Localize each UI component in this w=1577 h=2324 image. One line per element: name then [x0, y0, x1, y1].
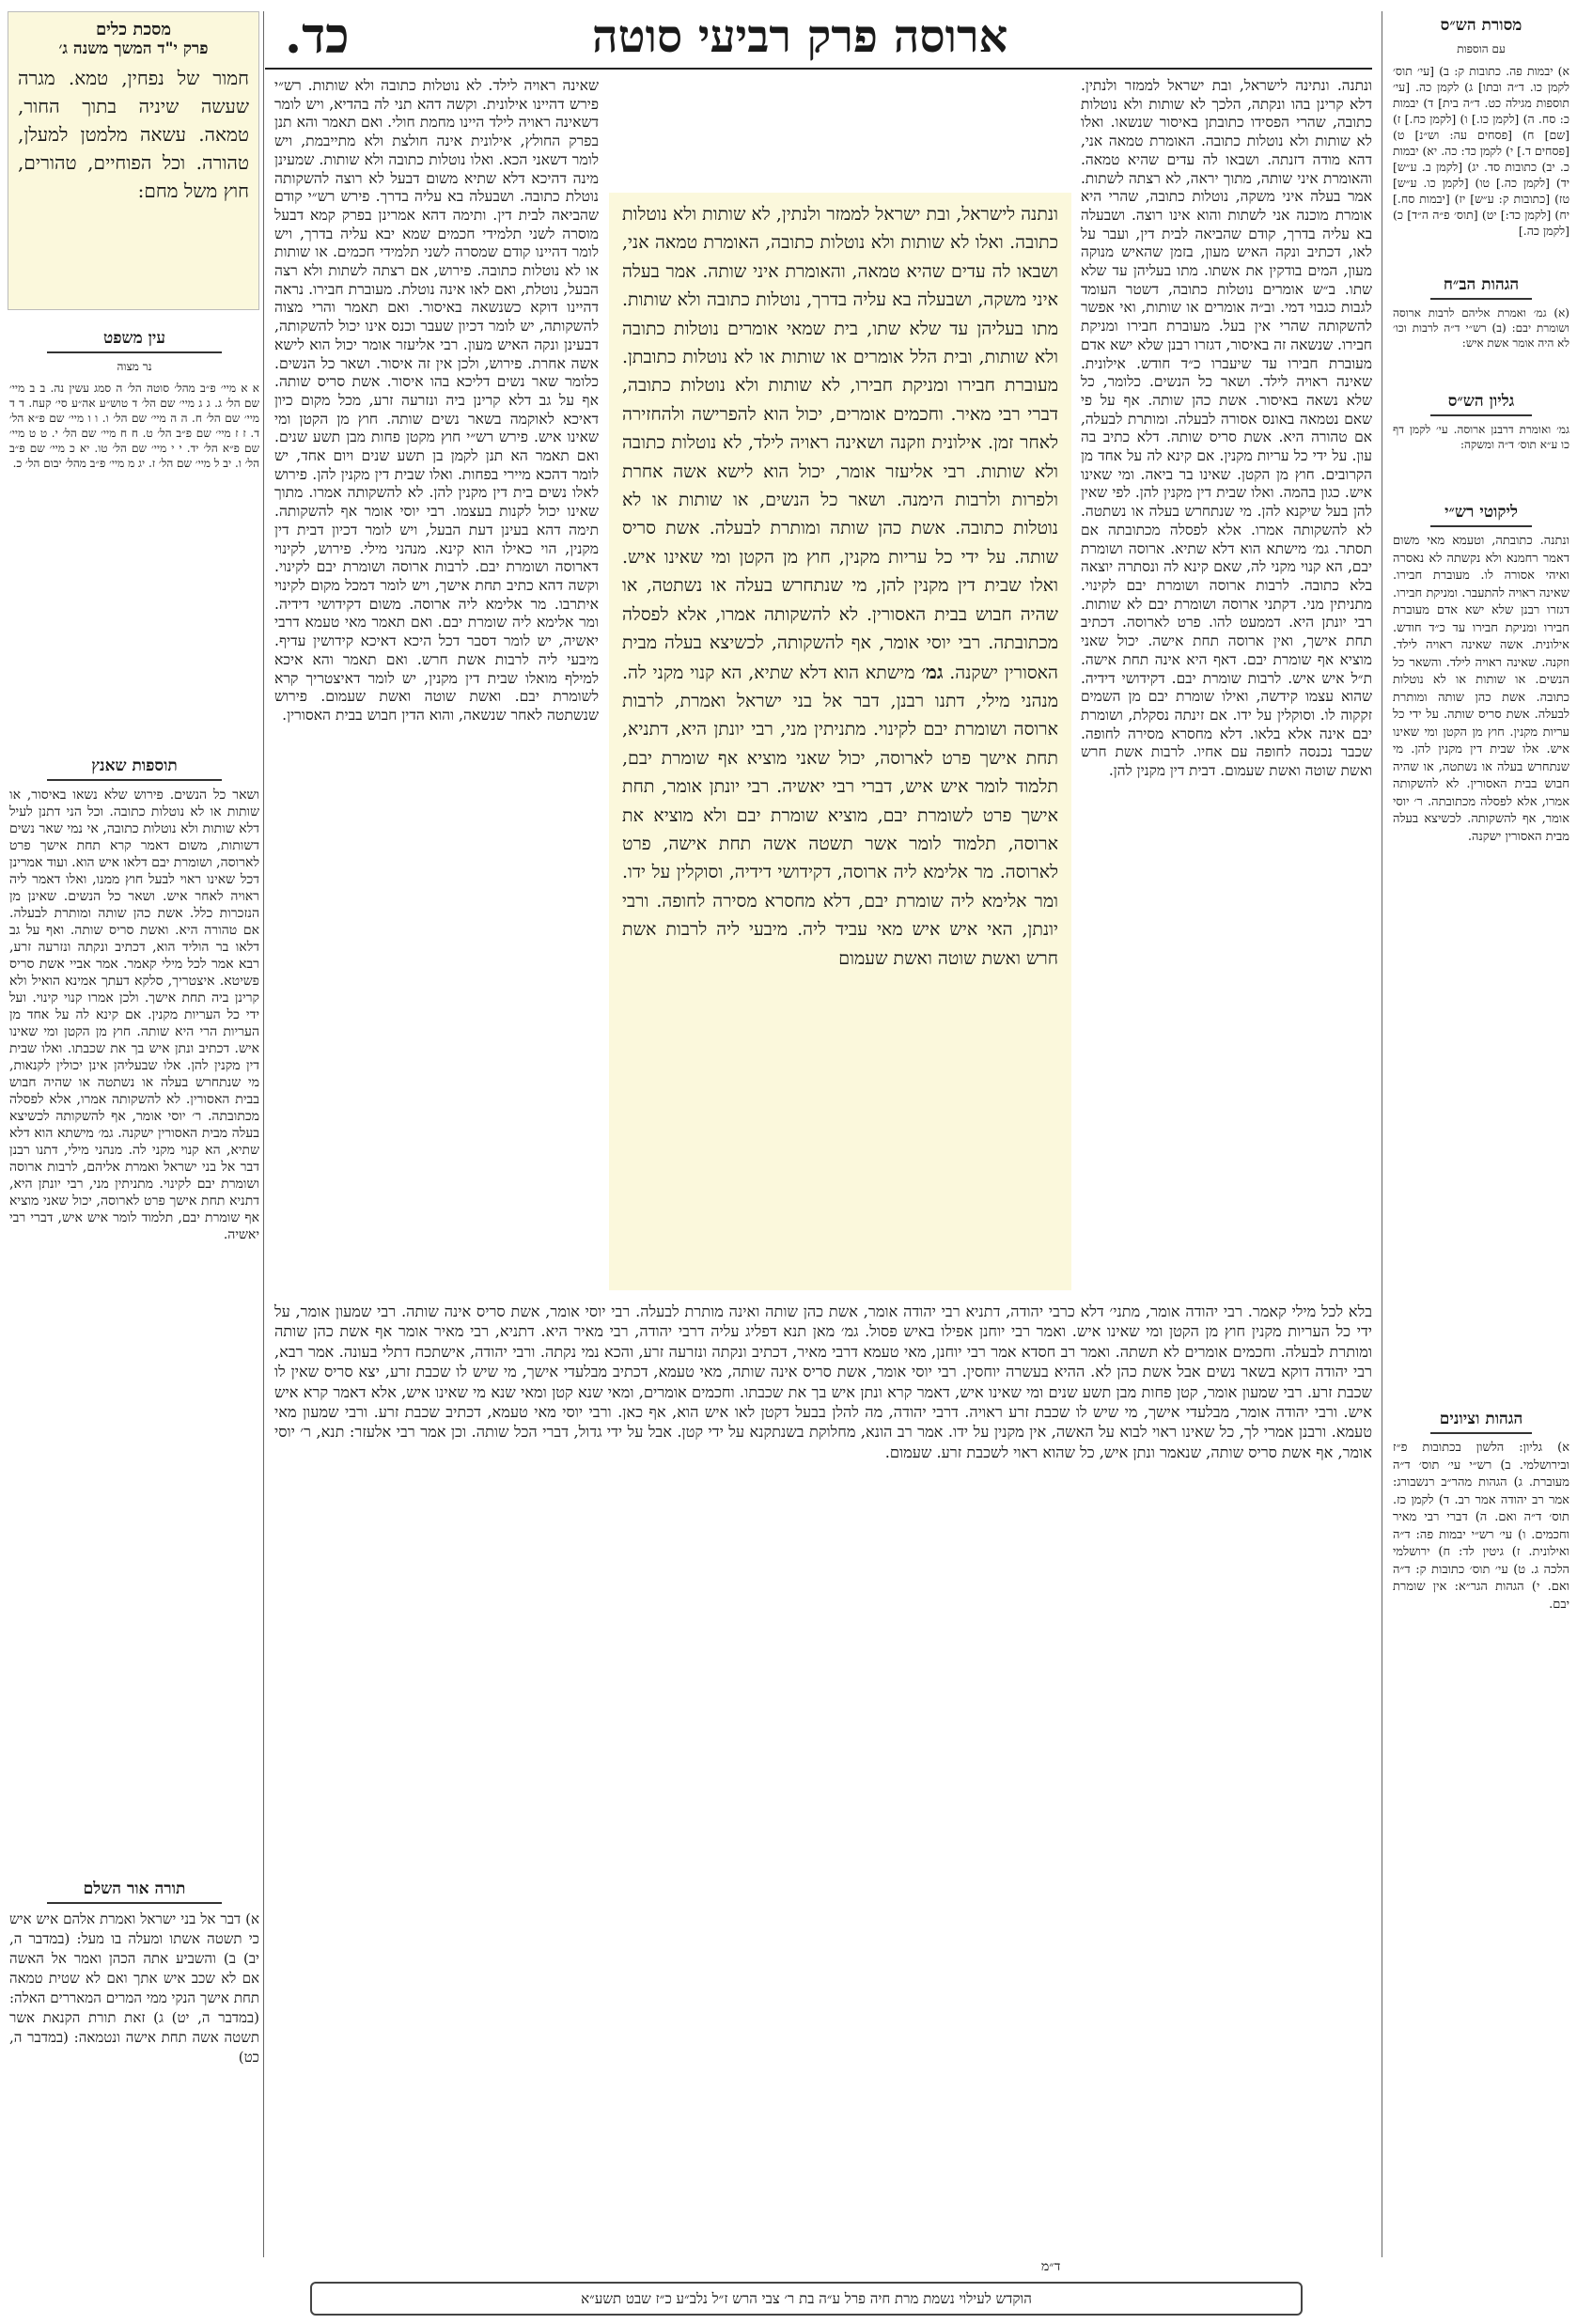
hagahot-bach-body: (א) גמ׳ ואמרת אליהם לרבות ארוסה ושומרת יבם: (ב) רש״י ד״ה לרבות וכו׳ לא היה אומר אשת איש: [1389, 306, 1569, 350]
ein-mishpat-title: עין משפט [9, 328, 259, 353]
hagahot-tziunim-title: הגהות וציונים [1393, 1409, 1569, 1434]
hagahot-bach-section [1389, 271, 1569, 383]
rashi-column: ונתנה. ונתינה לישראל, ובת ישראל לממזר ולנתין. דלא קרינן בהו ונקתה, הלכך לא שותות ולא נוטלות כתובה, שהרי הפסידו כתובתן באיסור שנשאו. ואלו לא שותות ולא נוטלות כתובה. האומרת טמאה אני, דהא מודה דזנתה. ושבאו לה עדים שהיא טמאה. והאומרת איני שותה, מתוך יראה, לא רצתה לשתות. אמר בעלה איני משקה, נוטלות כתובה, שהרי היא אומרת מוכנה אני לשתות והוא אינו רוצה. ושבעלה בא עליה בדרך, קודם שהביאה לבית דין, ועבר על לאו, דכתיב ונקה האיש מעון, בזמן שהאיש מנוקה מעון, המים בודקין את אשתו. מתו בעליהן עד שלא שתו. ב״ש אומרים נוטלות כתובה, דשטר העומד לגבות כגבוי דמי. וב״ה אומרים או שותות, ואי אפשר להשקותה שהרי אין בעל. מעוברת חבירו ומניקת חבירו. שנשאה זה באיסור, דגזרו רבנן שלא ישא אדם מעוברת חבירו עד שיעברו כ״ד חודש. אילונית. שאינה ראויה לילד. ושאר כל הנשים. כלומר, כל שלא נשאה באיסור. אשת כהן שותה. אף על פי שאם נטמאה באונס אסורה לבעלה. ומותרת לבעלה, אם טהורה היא. אשת סריס שותה. דלא כתיב בה עון. על ידי כל עריות מקנין. אם קינא לה על אחד מן הקרובים. חוץ מן הקטן. שאינו בר ביאה. ומי שאינו איש. כגון בהמה. ואלו שבית דין מקנין להן. לפי שאין להן בעל שיקנא להן. מי שנתחרש בעלה או נשתטה. לא להשקותה אמרו. אלא לפסלה מכתובתה אם תסתר. גמ׳ מישתא הוא דלא שתיא. ארוסה ושומרת יבם, הא קנוי מקני לה, שאם קינא לה ונסתרה יוצאה בלא כתובה. לרבות ארוסה ושומרת יבם לקינוי. מתניתין מני. דקתני ארוסה ושומרת יבם לא שותות. רבי יונתן היא. דממעט להו. פרט לארוסה. דכתיב תחת אישך, ואין ארוסה תחת אישה. יכול שאני מוציא אף שומרת יבם. דאף היא אינה תחת אישה. ת״ל איש איש. לרבות שומרת יבם. דקידושי דידיה. שהוא עצמו קידשה, ואילו שומרת יבם מן השמים זקקוה לו. וסוקלין על ידו. אם זינתה נסקלת, ושומרת יבם אינה אלא בלאו. דלא מחסרא מסירה לחופה. שכבר נכנסה לחופה עם אחיו. לרבות אשת חרש ואשת שוטה ואשת שעמום. דבית דין מקנין להן. [1081, 77, 1372, 780]
mishnah-text: חמור של נפחין, טמא. מגרה שעשה שיניה בתוך החור, טמאה. עשאה מלמטן למעלן, טהורה. וכל הפוחיים, טהורים, חוץ משל מחם: [18, 67, 249, 202]
ein-mishpat-body: א א מיי׳ פ״ב מהל׳ סוטה הל׳ ה סמג עשין נה. ב ב מיי׳ שם הל׳ ג. ג ג מיי׳ שם הל׳ ד טוש״ע אה״ע סי׳ קעח. ד ד מיי׳ שם הל׳ ח. ה ה מיי׳ שם הל׳ ו. ו ו מיי׳ שם פ״א הל׳ ד. ז ז מיי׳ שם פ״ב הל׳ ט. ח ח מיי׳ שם הל׳ י. ט ט מיי׳ שם פ״א הל׳ יד. י י מיי׳ שם הל׳ טו. יא כ מיי׳ שם פ״ב הל׳ ו. יב ל מיי׳ שם הל׳ ז. יג מ מיי׳ פ״ב מהל׳ יבום הל׳ כ. [6, 382, 259, 470]
likutei-rashi-body: ונתנה. כתובתה, וטעמא מאי משום דאמר רחמנא ולא נקשתה לא נאסרה ואיהי אסורה לו. מעוברת חבירו. שאינה ראויה להתעבר. ומניקת חבירו. דגזרו רבנן שלא ישא אדם מעוברת חבירו ומניקת חבירו עד כ״ד חודש. אילונית. אשה שאינה ראויה לילד. וזקנה. שאינה ראויה לילד. והשאר כל הנשים. או שותות או לא נוטלות כתובה. אשת כהן שותה ומותרת לבעלה. אשת סריס שותה. על ידי כל עריות מקנין. חוץ מן הקטן ומי שאינו איש. אלו שבית דין מקנין להן. מי שנתחרש בעלה או נשתטה, או שהיה חבוש בבית האסורין. לא להשקותה אמרו, אלא לפסלה מכתובתה. ר׳ יוסי אומר, אף להשקותה. לכשיצא בעלה מבית האסורין ישקנה. [1388, 534, 1569, 844]
torah-or-body: א) דבר אל בני ישראל ואמרת אלהם איש איש כי תשטה אשתו ומעלה בו מעל: (במדבר ה, יב) ב) והשביע אתה הכהן ואמר אל האשה אם לא שכב איש אתך ואם לא שטית טמאה תחת אישך הנקי ממי המרים המאררים האלה: (במדבר ה, יט) ג) זאת תורת הקנאת אשר תשטה אשה תחת אישה ונטמאה: (במדבר ה, כט) [5, 1911, 259, 2066]
masoret-subtitle: עם הוספות [1457, 42, 1506, 55]
likutei-rashi-title: ליקוטי רש״י [1393, 502, 1569, 527]
page-number: כד. [285, 8, 350, 65]
tosafot-shantz-title: תוספות שאנץ [9, 756, 259, 781]
torah-or-title: תורה אור השלם [9, 1879, 259, 1904]
ein-mishpat-subtitle: נר מצוה [117, 360, 152, 373]
left-column-rule [263, 11, 264, 2257]
gilyon-body: גמ׳ ואומרת דרבנן ארוסה. עי׳ לקמן דף כו ע״א תוס׳ ד״ה ומשקה: [1389, 423, 1569, 451]
gilyon-title: גליון הש״ס [1393, 391, 1569, 416]
page-marker: ד״מ [1041, 2259, 1061, 2274]
header-rule [265, 68, 1372, 70]
mishnah-chapter: פרק י"ד המשך משנה ג׳ [58, 39, 209, 58]
ein-mishpat-section [6, 324, 259, 742]
likutei-rashi-section [1388, 498, 1569, 1396]
gilyon-section [1389, 387, 1569, 486]
mishnah-box [8, 11, 259, 310]
main-text-box [609, 193, 1071, 1290]
gemara-marker: גמ׳ [921, 660, 944, 683]
mishnah-text-main: ונתנה לישראל, ובת ישראל לממזר ולנתין, לא שותות ולא נוטלות כתובה. ואלו לא שותות ולא נוטלות כתובה, האומרת טמאה אני, ושבאו לה עדים שהיא טמאה, והאומרת איני שותה. אמר בעלה איני משקה, ושבעלה בא עליה בדרך, נוטלות כתובה ולא שותות. מתו בעליהן עד שלא שתו, בית שמאי אומרים נוטלות כתובה ולא שותות, ובית הלל אומרים או שותות או לא נוטלות כתובתן. מעוברת חבירו ומניקת חבירו, לא שותות ולא נוטלות כתובה, דברי רבי מאיר. וחכמים אומרים, יכול הוא להפרישה ולהחזירה לאחר זמן. אילונית וזקנה ושאינה ראויה לילד, לא נוטלות כתובה ולא שותות. רבי אליעזר אומר, יכול הוא לישא אשה אחרת ולפרות ולרבות הימנה. ושאר כל הנשים, או שותות או לא נוטלות כתובה. אשת כהן שותה ומותרת לבעלה. אשת סריס שותה. על ידי כל עריות מקנין, חוץ מן הקטן ומי שאינו איש. ואלו שבית דין מקנין להן, מי שנתחרש בעלה או נשתטה, או שהיה חבוש בבית האסורין. לא להשקותה אמרו, אלא לפסלה מכתובתה. רבי יוסי אומר, אף להשקותה, לכשיצא בעלה מבית האסורין ישקנה. [622, 204, 1058, 683]
mishnah-tractate: מסכת כלים [95, 20, 172, 39]
torah-or-section [5, 1875, 259, 2251]
bottom-commentary: בלא לכל מילי קאמר. רבי יהודה אומר, מתני׳ דלא כרבי יהודה, דתניא רבי יהודה אומר, אשת כהן שותה ואינה מותרת לבעלה. רבי יוסי אומר, אשת סריס אינה שותה. רבי שמעון אומר, על ידי כל העריות מקנין חוץ מן הקטן ומי שאינו איש. ואמר רבי יוחנן אפילו באיש פסול. גמ׳ מאן תנא דפליג עליה דרבי יהודה, רבי מאיר היא. דתניא, רבי מאיר אומר אף אשת כהן שותה ומותרת לבעלה. וחכמים אומרים לא תשתה. ואמר רב חסדא אמר רבי יוחנן, מאי טעמא דרבי מאיר, דכתיב ונקתה ונזרעה זרע, והכא נמי נקתה. ורבי יהודה, אישתכח דתלי בעונה. אמר רבא, רבי יהודה דוקא בשאר נשים אבל אשת כהן לא. ההיא בעשרה יוחסין. רבי יוסי אומר, אשת סריס אינה שותה, מאי טעמא, דכתיב מבלעדי אישך, מי שיש לו שכבת זרע, יצא סריס שאין לו שכבת זרע. רבי שמעון אומר, קטן פחות מבן תשע שנים ומי שאינו איש, דאמר קרא ונתן איש בך את שכבתו. וחכמים אומרים, ומאי שנא קטן ומאי שנא מי שאינו איש, אלא דאמר קרא איש איש. ורבי יהודה אומר, מבלעדי אישך, מי שיש לו שכבת זרע ראויה. דרבי יהודה, מה להלן בבעל דקטן לאו איש הוא, אף כאן. ורבי יוסי מאי טעמא, דכתיב שכבת זרע. ורבי שמעון מאי טעמא. ורבנן אמרי לך, כל שאינו ראוי לבוא על האשה, אין מקנין על ידו. אמר רב הונא, מחלוקת בשנתקנא על ידי קטן. אבל על ידי גדול, דברי הכל שותה. וכן אמר רבי אלעזר: תנא, ר׳ יוסי אומר, אף אשת סריס שותה, שנאמר ונתן איש, כל שהוא ראוי לשכבת זרע. שעמום. [274, 1302, 1372, 1461]
dedication-box: הוקדש לעילוי נשמת מרת חיה פרל ע״ה בת ר׳ צבי הרש ז״ל נלב״ע כ״ז שבט תשע״א [310, 2282, 1303, 2316]
masoret-section [1389, 11, 1569, 265]
main-text [622, 200, 1058, 973]
hagahot-tziunim-section [1388, 1405, 1569, 2251]
tosafot-shantz-body: ושאר כל הנשים. פירוש שלא נשאו באיסור, או שותות או לא נוטלות כתובה. וכל הני דתנן לעיל דלא שותות ולא נוטלות כתובה, אי נמי שאר נשים דשותות, משום דאמר קרא תחת אישך פרט לארוסה, ושומרת יבם דלאו איש הוא. ועוד אמרינן דכל שאינו ראוי לבעל חוץ ממנו, ואלו דאמר ליה ראויה לאחר איש. ושאר כל הנשים. שאינן מן הנזכרות כלל. אשת כהן שותה ומותרת לבעלה. אם טהורה היא. ואשת סריס שותה. ואף על גב דלאו בר הוליד הוא, דכתיב ונקתה ונזרעה זרע, רבא אמר לכל מילי קאמר. אמר אביי אשת סריס פשיטא. איצטריך, סלקא דעתך אמינא הואיל ולא קרינן ביה תחת אישך. ולכן אמרו קנוי קינוי. ועל ידי כל העריות מקנין. אם קינא לה על אחד מן העריות הרי היא שותה. חוץ מן הקטן ומי שאינו איש. דכתיב ונתן איש בך את שכבתו. ואלו שבית דין מקנין להן. אלו שבעליהן אינן יכולין לקנאות, מי שנתחרש בעלה או נשתטה או שהיה חבוש בבית האסורין. לא להשקותה אמרו, אלא לפסלה מכתובתה. ר׳ יוסי אומר, אף להשקותה לכשיצא בעלה מבית האסורין ישקנה. גמ׳ מישתא הוא דלא שתיא, הא קנוי מקני לה. מנהני מילי, דתנו רבנן דבר אל בני ישראל ואמרת אליהם, לרבות ארוסה ושומרת יבם לקינוי. מתניתין מני, רבי יונתן היא, דתניא תחת אישך פרט לארוסה, יכול שאני מוציא אף שומרת יבם, תלמוד לומר איש איש, דברי רבי יאשיה. [5, 788, 259, 1242]
masoret-title: מסורת הש״ס [1440, 16, 1522, 35]
tosafot-shantz-section [5, 752, 259, 1861]
hagahot-bach-title: הגהות הב״ח [1393, 274, 1569, 300]
page-title: ארוסה פרק רביעי סוטה [592, 10, 1008, 63]
masoret-body: א) יבמות פה. כתובות ק: ב) [עי׳ תוס׳ לקמן כו. ד״ה ובתו] ג) לקמן כה. [עי׳ תוספות מגילה כט. ד״ה בית] ד) יבמות כ: סח. ה) [לקמן כו.] ו) [לקמן כח.] ז) [שם] ח) [פסחים עה: וש״נ] ט) [פסחים ד.] י) לקמן כד: כה. יא) יבמות כ. יב) כתובות סד. יג) [לקמן ב. ע״ש] יד) [לקמן כה.] טו) [לקמן כו. ע״ש] טז) [כתובות ק: ע״ש] יז) [יבמות סח.] יח) [לקמן כד:] יט) [תוס׳ פ״ה ה״ד] כ) [לקמן כה.] [1389, 64, 1569, 238]
gemara-text-main: מישתא הוא דלא שתיא, הא קנוי מקני לה. מנהני מילי, דתנו רבנן, דבר אל בני ישראל ואמרת, לרבות ארוסה ושומרת יבם לקינוי. מתניתין מני, רבי יונתן היא, דתניא, תחת אישך פרט לארוסה, יכול שאני מוציא אף שומרת יבם, תלמוד לומר איש איש, דברי רבי יאשיה. רבי יונתן אומר, תחת אישך פרט לשומרת יבם, מוציא שומרת יבם ולא מוציא את ארוסה, תלמוד לומר אשר תשטה אשה תחת אישה, פרט לארוסה. מר אלימא ליה ארוסה, דקידושי דידיה, וסוקלין על ידו. ומר אלימא ליה שומרת יבם, דלא מחסרא מסירה לחופה. ורבי יונתן, האי איש איש מאי עביד ליה. מיבעי ליה לרבות אשת חרש ואשת שוטה ואשת שעמום [622, 662, 1058, 969]
tosafot-column: שאינה ראויה לילד. לא נוטלות כתובה ולא שותות. רש״י פירש דהיינו אילונית. וקשה דהא תני לה בהדיא, ויש לומר דשאינה ראויה לילד היינו מחמת חולי. ואם תאמר והא תנן בפרק החולץ, אילונית אינה חולצת ולא מתייבמת, ויש לומר דשאני הכא. ואלו נוטלות כתובה ולא שותות. שמעינן מינה דהיכא דלא שתיא משום דבעל לא רוצה להשקותה נוטלת כתובה. ושבעלה בא עליה בדרך. פירש רש״י קודם שהביאה לבית דין. ותימה דהא אמרינן בפרק קמא דבעל מוסרה לשני תלמידי חכמים שמא יבא עליה בדרך, ויש לומר דהיינו קודם שמסרה לשני תלמידי חכמים. או שותות או לא נוטלות כתובה. פירוש, אם רצתה לשתות ולא רצה הבעל, נוטלת, ואם לאו אינה נוטלת. מעוברת חבירו. נראה דהיינו דוקא כשנשאה באיסור. ואם תאמר והרי מצוה להשקותה, יש לומר דכיון שעבר וכנס אינו יכול להשקותה, דבעינן ונקה האיש מעון. רבי אליעזר אומר יכול הוא לישא אשה אחרת. פירוש, ולכן אין זה איסור. ושאר כל הנשים. כלומר שאר נשים דליכא בהו איסור. אשת סריס שותה. אף על גב דלא קרינן ביה ונזרעה זרע, מכל מקום כיון דאיכא לאוקמה בשאר נשים שותה. חוץ מן הקטן ומי שאינו איש. פירש רש״י חוץ מקטן פחות מבן תשע שנים. ואם תאמר הא תנן לקמן בן תשע שנים ויום אחד, יש לומר דהכא מיירי בפחות. ואלו שבית דין מקנין להן. פירוש לאלו נשים בית דין מקנין להן. לא להשקותה אמרו. מתוך שאינו יכול לקנות בעצמו. רבי יוסי אומר אף להשקותה. תימה דהא בעינן דעת הבעל, ויש לומר דכיון דבית דין מקנין, הוי כאילו הוא קינא. מנהני מילי. פירוש, לקינוי דארוסה ושומרת יבם. לרבות ארוסה ושומרת יבם לקינוי. וקשה דהא כתיב תחת אישך, ויש לומר דמכל מקום לקינוי איתרבו. מר אלימא ליה ארוסה. משום דקידושי דידיה. ומר אלימא ליה שומרת יבם. ואם תאמר מאי טעמא דרבי יאשיה, יש לומר דסבר דכל היכא דאיכא קידושין עדיף. מיבעי ליה לרבות אשת חרש. ואם תאמר והא איכא למילף מואלו שבית דין מקנין, יש לומר דאיצטריך קרא לשומרת יבם. ואשת שוטה ואשת שעמום. פירוש שנשתטה לאחר שנשאה, והוא הדין חבוש בבית האסורין. [274, 77, 599, 724]
hagahot-tziunim-body: א) גליון: הלשון בכתובות פ״ז ובירושלמי. ב) רש״י עי׳ תוס׳ ד״ה מעוברת. ג) הגהות מהר״ב רנשבורג: אמר רב יהודה אמר רב. ד) לקמן כז. תוס׳ ד״ה ואם. ה) דברי רבי מאיר וחכמים. ו) עי׳ רש״י יבמות פה: ד״ה ואילונית. ז) גיטין לד: ח) ירושלמי הלכה ג. ט) עי׳ תוס׳ כתובות ק: ד״ה ואם. י) הגהות הגר״א: אין שומרת יבם. [1388, 1441, 1569, 1612]
